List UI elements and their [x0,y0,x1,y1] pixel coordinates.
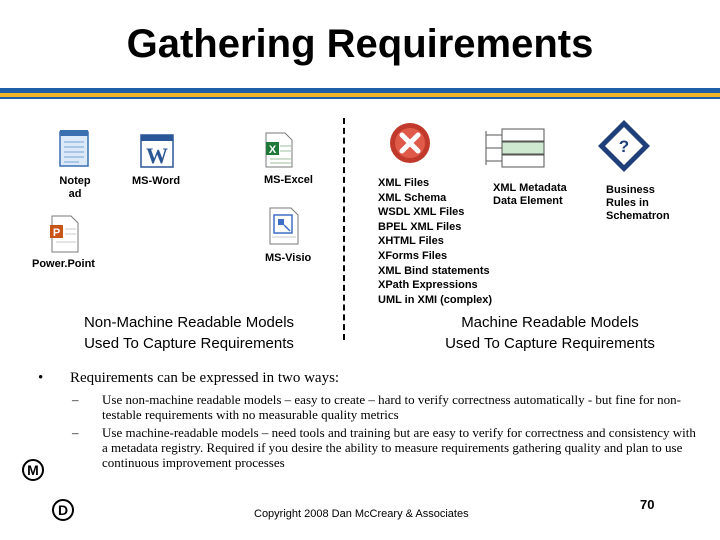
sub-bullet-1: Use non-machine readable models – easy to create – hard to verify correctness automatically - but fine for non-testable requirements with no measurable quality metrics [102,392,681,422]
dash-icon: – [72,392,79,407]
dash-icon: – [72,425,79,440]
machine-heading [400,312,700,354]
svg-text:P: P [52,227,61,239]
business-rules-line: Rules in [606,197,649,209]
ms-excel-icon [264,132,294,168]
business-rules-line: Business [606,184,655,196]
xml-metadata-label [493,182,567,208]
machine-heading-line2: Used To Capture Requirements [445,335,655,352]
diamond-symbol: ? [618,137,630,156]
non-machine-heading [50,312,328,354]
list-item: WSDL XML Files [378,206,465,219]
page-number: 70 [640,497,655,512]
svg-text:X: X [268,144,277,156]
list-item: XForms Files [378,249,448,262]
non-machine-heading-line1: Non-Machine Readable Models [83,314,295,331]
business-rules-label [606,184,670,223]
ms-word-icon [140,134,174,168]
notepad-icon [57,128,93,168]
copyright: Copyright 2008 Dan McCreary & Associates [254,508,469,520]
notepad-label: Notep ad [59,175,91,200]
slide-title: Gathering Requirements [126,22,594,66]
section-divider [343,118,345,340]
d-marker: D [52,499,74,521]
list-item: UML in XMI (complex) [378,293,493,306]
ms-excel-label: MS-Excel [264,174,313,186]
business-rules-line: Schematron [606,210,670,222]
sub-bullet-2: Use machine-readable models – need tools and training but are easy to verify for correctness and consistency with a metadata registry. Required if you desire the ability to measure requirements gathering quality and plan to use continuous improvement processes [102,425,696,470]
non-machine-heading-line2: Used To Capture Requirements [84,335,294,352]
bullet-icon: • [38,370,44,386]
list-item: XHTML Files [378,235,444,248]
powerpoint-label: Power.Point [32,258,95,270]
list-item: XML Files [378,177,430,189]
main-bullet-text: Requirements can be expressed in two ways: [70,370,340,386]
ms-visio-icon [268,207,300,245]
machine-heading-line1: Machine Readable Models [461,314,639,331]
list-item: BPEL XML Files [378,220,462,233]
data-element-table-icon [484,127,546,169]
powerpoint-icon [48,215,80,253]
xml-file-list [378,176,492,307]
list-item: XML Bind statements [378,264,490,277]
ms-word-label: MS-Word [132,175,181,187]
title-underline-blue-thin [0,97,720,99]
xml-metadata-line1: XML Metadata [493,182,567,194]
svg-text:W: W [146,143,168,168]
xml-icon [388,121,432,165]
business-rule-diamond-icon [596,118,652,174]
list-item: XML Schema [378,191,447,204]
xml-metadata-line2: Data Element [493,195,563,207]
list-item: XPath Expressions [378,279,478,292]
ms-visio-label: MS-Visio [265,252,312,264]
m-marker: M [22,459,44,481]
